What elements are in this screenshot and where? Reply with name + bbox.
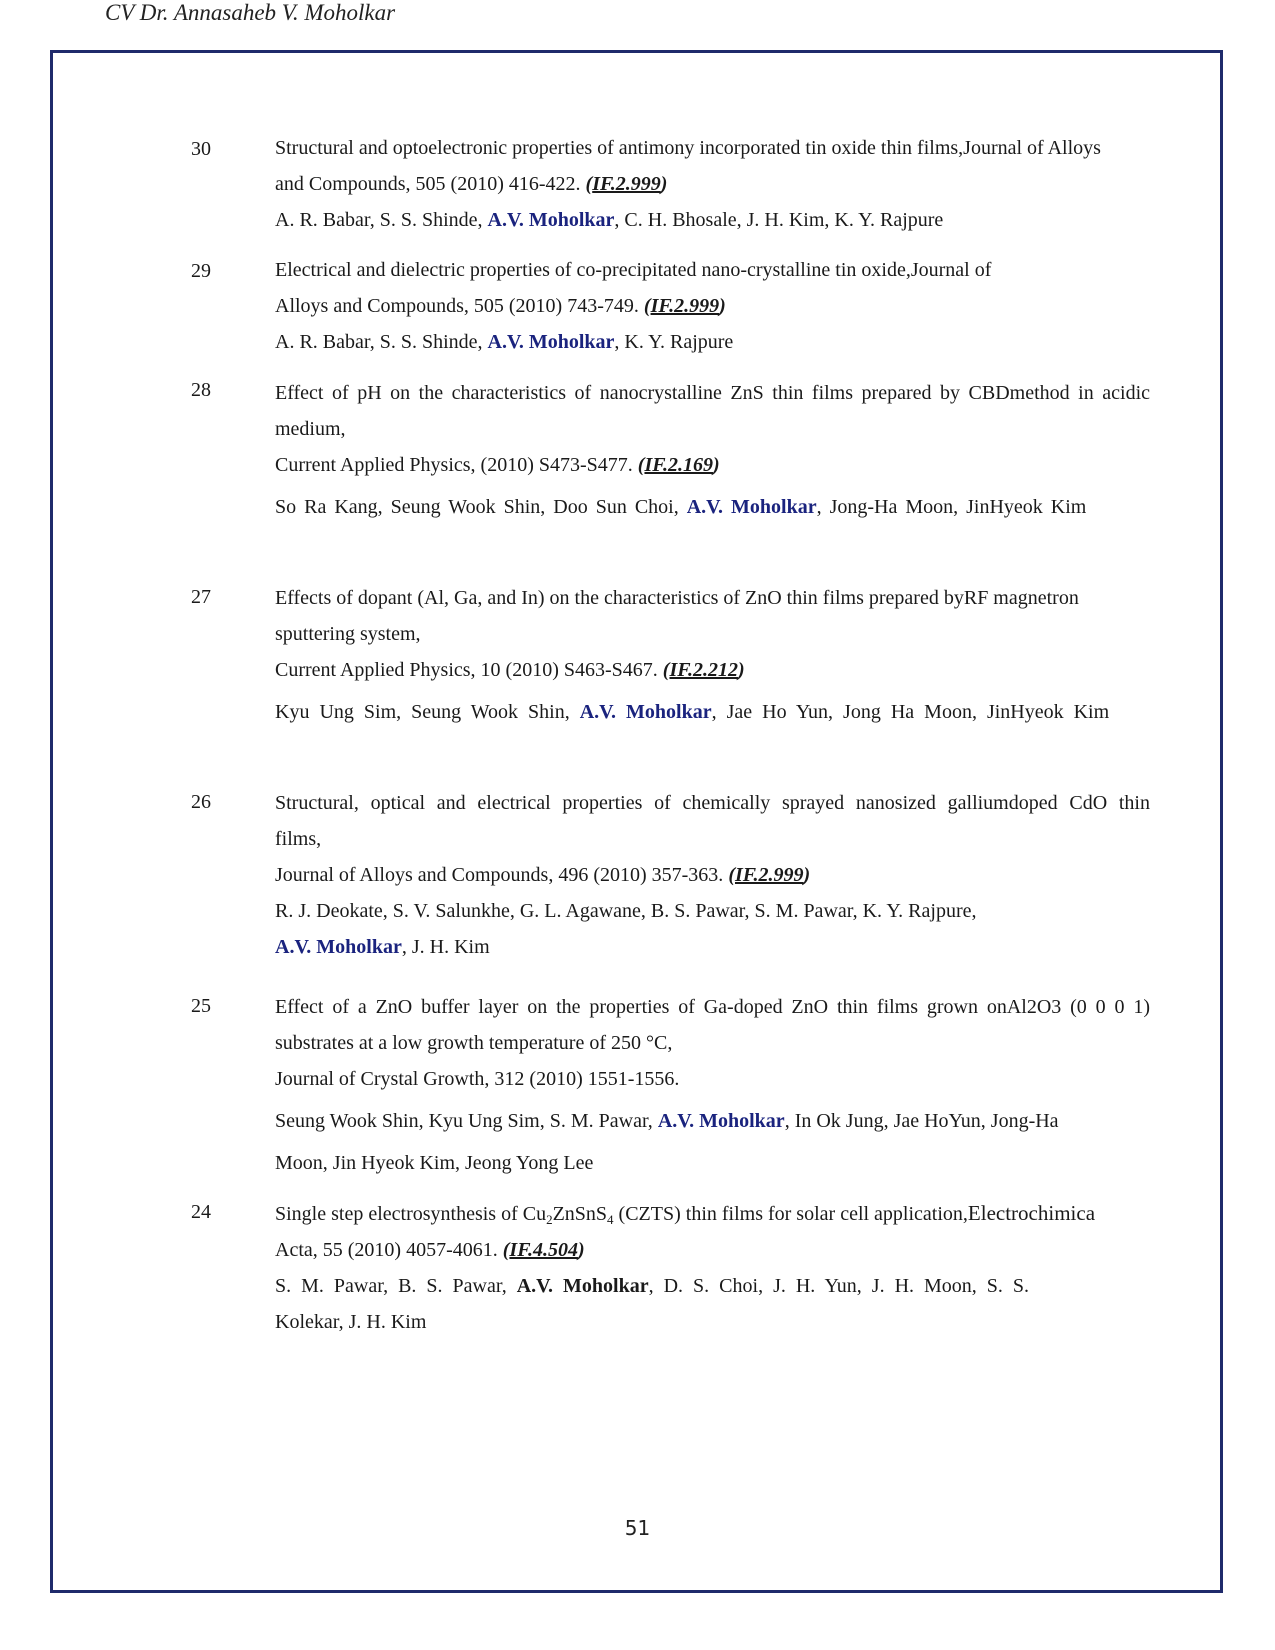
page-header: CV Dr. Annasaheb V. Moholkar (105, 0, 396, 25)
impact-factor: IF.2.169 (644, 454, 713, 476)
publication-number: 25 (191, 995, 211, 1017)
publication-authors: S. M. Pawar, B. S. Pawar, A.V. Moholkar, D. S. Choi, J. H. Yun, J. H. Moon, S. S. (275, 1275, 1030, 1297)
publication-authors-cont: Moon, Jin Hyeok Kim, Jeong Yong Lee (275, 1152, 594, 1174)
publication-source: and Compounds, 505 (2010) 416-422. (IF.2.999) (275, 173, 668, 195)
publication-number: 24 (191, 1201, 211, 1223)
publication-source: Current Applied Physics, (2010) S473-S477. (IF.2.169) (275, 454, 720, 476)
publication-title: Effects of dopant (Al, Ga, and In) on the characteristics of ZnO thin films prepared byRF magnetron (275, 587, 1079, 609)
publication-authors: Seung Wook Shin, Kyu Ung Sim, S. M. Pawar, A.V. Moholkar, In Ok Jung, Jae HoYun, Jong-Ha (275, 1110, 1059, 1132)
publication-title: Structural, optical and electrical properties of chemically sprayed nanosized galliumdoped CdO thin (275, 792, 1150, 814)
publication-source: Acta, 55 (2010) 4057-4061. (IF.4.504) (275, 1239, 585, 1261)
publication-number: 26 (191, 791, 211, 813)
publication-title: Single step electrosynthesis of $Cu_2ZnSnS_4$ (CZTS) thin films for solar cell application,Electrochimica (275, 1201, 1096, 1227)
publication-title: Effect of a ZnO buffer layer on the properties of Ga-doped ZnO thin films grown onAl2O3 (0 0 0 1) (275, 996, 1150, 1018)
publication-authors-cont: Kolekar, J. H. Kim (275, 1311, 427, 1333)
publication-authors: So Ra Kang, Seung Wook Shin, Doo Sun Choi, A.V. Moholkar, Jong-Ha Moon, JinHyeok Kim (275, 496, 1087, 518)
impact-factor: IF.4.504 (509, 1239, 578, 1261)
impact-factor: IF.2.999 (592, 173, 661, 195)
impact-factor: IF.2.999 (734, 864, 804, 886)
highlighted-author: A.V. Moholkar (487, 331, 615, 353)
publication-source: Alloys and Compounds, 505 (2010) 743-749. (IF.2.999) (275, 295, 726, 317)
highlighted-author: A.V. Moholkar (275, 936, 402, 958)
publication-authors: A. R. Babar, S. S. Shinde, A.V. Moholkar, C. H. Bhosale, J. H. Kim, K. Y. Rajpure (275, 209, 944, 231)
highlighted-author: A.V. Moholkar (579, 701, 712, 723)
impact-factor: IF.2.212 (669, 659, 738, 681)
highlighted-author: A.V. Moholkar (686, 496, 817, 518)
publication-authors: R. J. Deokate, S. V. Salunkhe, G. L. Agawane, B. S. Pawar, S. M. Pawar, K. Y. Rajpure, (275, 900, 977, 922)
publication-authors-cont: A.V. Moholkar, J. H. Kim (275, 936, 490, 958)
publication-source: Journal of Crystal Growth, 312 (2010) 1551-1556. (275, 1068, 680, 1090)
impact-factor: IF.2.999 (650, 295, 720, 317)
publication-authors: A. R. Babar, S. S. Shinde, A.V. Moholkar, K. Y. Rajpure (275, 331, 734, 353)
publication-source: Journal of Alloys and Compounds, 496 (2010) 357-363. (IF.2.999) (275, 864, 811, 886)
publication-title-cont: medium, (275, 418, 346, 440)
publication-authors: Kyu Ung Sim, Seung Wook Shin, A.V. Moholkar, Jae Ho Yun, Jong Ha Moon, JinHyeok Kim (275, 701, 1110, 723)
highlighted-author: A.V. Moholkar (516, 1275, 649, 1297)
publication-title-cont: sputtering system, (275, 623, 421, 645)
publication-title: Structural and optoelectronic properties of antimony incorporated tin oxide thin films,Journal of Alloys (275, 137, 1101, 159)
highlighted-author: A.V. Moholkar (657, 1110, 785, 1132)
publication-number: 28 (191, 379, 211, 401)
publication-source: Current Applied Physics, 10 (2010) S463-S467. (IF.2.212) (275, 659, 745, 681)
highlighted-author: A.V. Moholkar (487, 209, 615, 231)
page-number: 51 (624, 1516, 651, 1540)
publication-title: Electrical and dielectric properties of co-precipitated nano-crystalline tin oxide,Journal of (275, 259, 992, 281)
publication-title-cont: films, (275, 828, 322, 850)
publication-number: 30 (191, 138, 211, 160)
publication-title: Effect of pH on the characteristics of nanocrystalline ZnS thin films prepared by CBDmethod in acidic (275, 382, 1150, 404)
publication-number: 27 (191, 586, 211, 608)
publication-title-cont: substrates at a low growth temperature of 250 °C, (275, 1032, 673, 1054)
publication-number: 29 (191, 260, 211, 282)
